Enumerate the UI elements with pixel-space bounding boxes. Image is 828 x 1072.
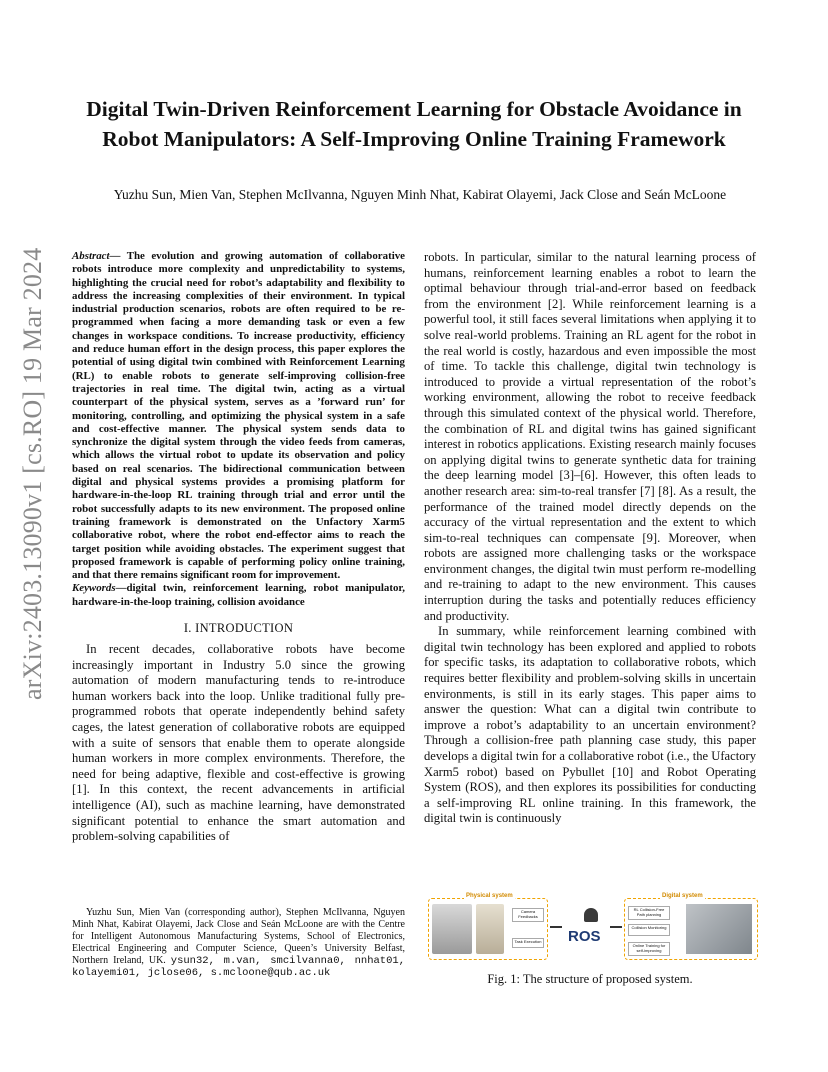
keywords-text: —digital twin, reinforcement learning, robot manipulator, hardware-in-the-loop training, collision avoidance (72, 582, 405, 608)
footnote-text: Yuzhu Sun, Mien Van (corresponding author), Stephen McIlvanna, Nguyen Minh Nhat, Kabirat Olayemi, Jack Close and Seán McLoone are with the Centre for Intelligent Autonomous Manufacturing Systems, School of Electronics, Electrical Engineering and Computer Science, Queen’s University Belfast, Northern Ireland, UK. (72, 907, 405, 966)
camera-feedback-box: Camera Feedbacks (512, 908, 544, 922)
right-paragraph-2: In summary, while reinforcement learning combined with digital twin technology has been explored and applied to robots for specific tasks, its adaptation to collaborative robots, which requires better flexibility and problem-solving skills in uncertain environments, is still in its early stages. This paper aims to answer the question: What can a digital twin contribute to improve a robot’s adaptability to an uncertain environment? Through a collision-free path planning case study, this paper develops a digital twin for a collaborative robot (i.e., the Ufactory Xarm5 robot) based on Pybullet [10] and Robot Operating System (ROS), and then explores its possibilities for conducting a self-improving RL online training. In this framework, the digital twin is continuously (424, 624, 756, 826)
arrow-left (550, 926, 562, 928)
workspace-photo (476, 904, 504, 954)
keywords (72, 582, 405, 609)
intro-paragraph: In recent decades, collaborative robots have become increasingly important in Industry 5.0 since the growing automation of modern manufacturing tends to re-introduce human workers back into the loop. Unlike traditional fully pre-programmed robots that operate independently behind safety cages, the latest generation of collaborative robots are equipped with a suite of sensors that enable them to operate alongside human workers in more complex environments. Therefore, the need for being adaptive, flexible and cost-effective is growing [1]. In this context, the recent advancements in artificial intelligence (AI), such as machine learning, have demonstrated significant potential to enhance the smart automation and problem-solving capabilities of (72, 642, 405, 844)
title-line-1: Digital Twin-Driven Reinforcement Learning for Obstacle Avoidance in (86, 97, 742, 121)
right-column (424, 250, 756, 827)
paper-title (60, 94, 768, 154)
right-paragraph-1: robots. In particular, similar to the natural learning process of humans, reinforcement learning enables a robot to learn the optimal behaviour through trial-and-error based on feedback from the environment [2]. While reinforcement learning is a powerful tool, it still faces several limitations when applying it to solve real-world problems. Training an RL agent for the robot in the real world is costly, hazardous and even impossible the most of time. To tackle this challenge, digital twin technology is introduced to provide a virtual representation of the robot’s working environment, allowing the robot to receive feedback through this simulated context of the physical world. Therefore, the combination of RL and digital twins has gained significant interest in robotics applications. Existing research mainly focuses on applying digital twins to generate synthetic data for training the deep learning model [3]–[6]. However, this often leads to another research area: sim-to-real transfer [7] [8]. As a result, the performance of the trained model directly depends on the accuracy of the virtual representation and the extent to which sim-to-real techniques can compensate [9]. Moreover, when robots are assigned more challenging tasks or the workspace environment changes, the digital twin must perform re-modelling and re-training to adapt to the new environment. This causes interruption during the tasks and potentially reduces efficiency and productivity. (424, 250, 756, 623)
physical-system-label: Physical system (466, 893, 513, 899)
rl-path-planning-box: RL Collision-Free Path planning (628, 906, 670, 920)
robot-photo (432, 904, 472, 954)
ros-label: ROS (568, 928, 601, 945)
left-column (72, 250, 405, 845)
abstract (72, 250, 405, 582)
footnote (72, 907, 405, 979)
abstract-label: Abstract (72, 250, 110, 262)
footnote-emails: ysun32, m.van, smcilvanna0, nnhat01, kolayemi01, jclose06, s.mcloone@qub.ac.uk (72, 955, 406, 979)
author-list: Yuzhu Sun, Mien Van, Stephen McIlvanna, Nguyen Minh Nhat, Kabirat Olayemi, Jack Close and Seán McLoone (113, 187, 727, 202)
digital-system-label: Digital system (662, 893, 703, 899)
online-training-box: Online Training for self-improving (628, 942, 670, 956)
collision-monitoring-box: Collision Monitoring (628, 924, 670, 936)
arxiv-stamp: arXiv:2403.13090v1 [cs.RO] 19 Mar 2024 (18, 247, 47, 700)
figure-system-structure (424, 890, 764, 962)
abstract-text: — The evolution and growing automation of collaborative robots introduce more complexity and unpredictability to systems, highlighting the crucial need for robot’s adaptability and flexibility to address the increasing complexities of their environment. In typical industrial production scenarios, robots are often required to be re-programmed when facing a more demanding task or even a few changes in workspace conditions. To increase productivity, efficiency and reduce human effort in the design process, this paper explores the potential of using digital twin combined with Reinforcement Learning (RL) to enable robots to generate self-improving collision-free trajectories in real time. The digital twin, acting as a virtual counterpart of the physical system, serves as a ’forward run’ for monitoring, controlling, and optimizing the physical system in a safe and cost-effective manner. The physical system sends data to synchronize the digital system through the video feeds from cameras, which allows the virtual robot to update its observation and policy based on real scenarios. The bidirectional communication between digital and physical systems provides a promising platform for hardware-in-the-loop RL training through trial and error until the robot successfully adapts to its new environment. The proposed online training framework is demonstrated on the Unfactory Xarm5 collaborative robot, where the robot end-effector aims to reach the target position while avoiding obstacles. The experiment suggest that proposed framework is capable of performing policy online training, and that there remains significant room for improvement. (72, 250, 405, 582)
section-heading: I. INTRODUCTION (183, 621, 294, 636)
computer-icon (584, 908, 598, 922)
figure-caption: Fig. 1: The structure of proposed system. (487, 972, 693, 986)
task-execution-box: Task Execution (512, 938, 544, 948)
keywords-label: Keywords (72, 582, 116, 595)
title-line-2: Robot Manipulators: A Self-Improving Online Training Framework (102, 127, 726, 151)
arrow-right (610, 926, 622, 928)
simulation-render (686, 904, 752, 954)
